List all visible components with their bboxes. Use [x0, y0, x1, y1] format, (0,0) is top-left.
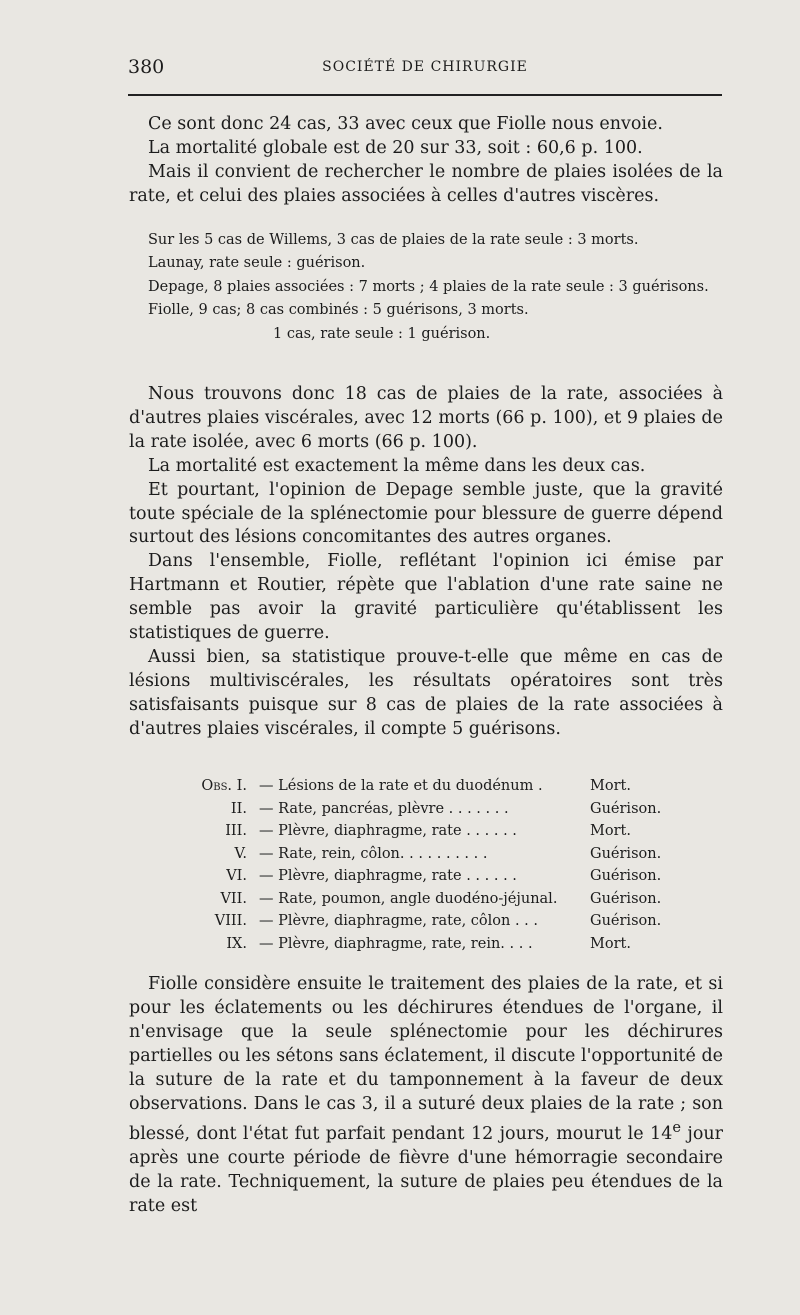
observation-lesions: — Lésions de la rate et du duodénum . — [259, 778, 543, 794]
observation-row — [160, 933, 680, 956]
paragraph: Fiolle considère ensuite le traitement des plaies de la rate, et si pour les éclatements ou les déchirures étendues de l'organe, il n'envisage que la seule splénectomie pour les déchirures partielles ou les sétons sans éclatement, il discute l'opportunité de la suture de la rate et du tamponnement à la faveur de deux observations. Dans le cas 3, il a suturé deux plaies de la rate ; son blessé, dont l'état fut parfait pendant 12 jours, mourut le 14e jour après une courte période de fièvre d'une hémorragie secondaire de la rate. Techniquement, la suture de plaies peu étendues de la rate est — [129, 974, 723, 1216]
case-line: Launay, rate seule : guérison. — [148, 255, 366, 272]
observation-row — [160, 775, 680, 798]
observation-result: Mort. — [590, 778, 631, 794]
paragraph: Nous trouvons donc 18 cas de plaies de la rate, associées à d'autres plaies viscérales, avec 12 morts (66 p. 100), et 9 plaies de la rate isolée, avec 6 morts (66 p. 100). — [129, 384, 723, 452]
observation-result: Mort. — [590, 935, 631, 952]
observation-lesions: — Plèvre, diaphragme, rate . . . . . . — [259, 823, 517, 839]
observation-result: Guérison. — [590, 845, 662, 862]
case-line: Sur les 5 cas de Willems, 3 cas de plaies de la rate seule : 3 morts. — [148, 232, 639, 248]
observation-lesions: — Rate, pancréas, plèvre . . . . . . . — [259, 800, 509, 817]
paragraph: Et pourtant, l'opinion de Depage semble juste, que la gravité toute spéciale de la splénectomie pour blessure de guerre dépend surtout des lésions concomitantes des autres organes. — [129, 479, 723, 548]
observations-table — [160, 775, 680, 955]
observation-row — [160, 843, 680, 866]
observation-number: IX. — [226, 935, 247, 952]
paragraph: Mais il convient de rechercher le nombre de plaies isolées de la rate, et celui des plaies associées à celles d'autres viscères. — [129, 161, 723, 206]
observation-number: III. — [225, 823, 247, 839]
observation-lesions: — Plèvre, diaphragme, rate, côlon . . . — [259, 913, 539, 929]
paragraph: Ce sont donc 24 cas, 33 avec ceux que Fiolle nous envoie. — [148, 114, 663, 134]
case-line: Fiolle, 9 cas; 8 cas combinés : 5 guérisons, 3 morts. — [148, 302, 529, 319]
observation-row — [160, 888, 680, 911]
observation-number: VIII. — [214, 913, 247, 929]
observation-number: Obs. I. — [201, 778, 247, 794]
middle-section — [129, 383, 723, 742]
header-rule — [128, 94, 722, 96]
observation-prefix: Obs. — [201, 778, 233, 794]
observation-result: Guérison. — [590, 868, 662, 884]
case-line: 1 cas, rate seule : 1 guérison. — [273, 325, 491, 342]
intro-section — [129, 113, 723, 209]
observation-number: VII. — [220, 890, 247, 907]
observation-result: Guérison. — [590, 800, 662, 817]
observation-lesions: — Rate, poumon, angle duodéno-jéjunal. — [259, 890, 558, 907]
observation-result: Guérison. — [590, 913, 662, 929]
final-section — [129, 973, 723, 1219]
observation-number: VI. — [226, 868, 247, 884]
paragraph: Aussi bien, sa statistique prouve-t-elle que même en cas de lésions multiviscérales, les résultats opératoires sont très satisfaisants puisque sur 8 cas de plaies de la rate associées à d'autres plaies viscérales, il compte 5 guérisons. — [129, 646, 723, 739]
page-header — [128, 56, 722, 80]
observation-row — [160, 798, 680, 821]
observation-lesions: — Rate, rein, côlon. . . . . . . . . . — [259, 845, 488, 862]
observation-number: V. — [234, 845, 247, 862]
observation-row — [160, 910, 680, 933]
case-line: Depage, 8 plaies associées : 7 morts ; 4 plaies de la rate seule : 3 guérisons. — [148, 278, 709, 295]
observation-row — [160, 820, 680, 843]
observation-lesions: — Plèvre, diaphragme, rate, rein. . . . — [259, 935, 533, 952]
observation-result: Mort. — [590, 823, 631, 839]
observation-row — [160, 865, 680, 888]
observation-number: II. — [230, 800, 247, 817]
observation-result: Guérison. — [590, 890, 662, 907]
page-number: 380 — [128, 56, 165, 78]
running-title: SOCIÉTÉ DE CHIRURGIE — [322, 59, 528, 75]
paragraph: Dans l'ensemble, Fiolle, reflétant l'opinion ici émise par Hartmann et Routier, répète que l'ablation d'une rate saine ne semble pas avoir la gravité particulière qu'établissent les statistiques de guerre. — [129, 551, 723, 644]
paragraph: La mortalité globale est de 20 sur 33, soit : 60,6 p. 100. — [148, 137, 643, 158]
superscript: e — [672, 1119, 681, 1137]
paragraph: La mortalité est exactement la même dans les deux cas. — [148, 455, 646, 476]
cases-list — [129, 229, 723, 346]
observation-lesions: — Plèvre, diaphragme, rate . . . . . . — [259, 868, 517, 884]
